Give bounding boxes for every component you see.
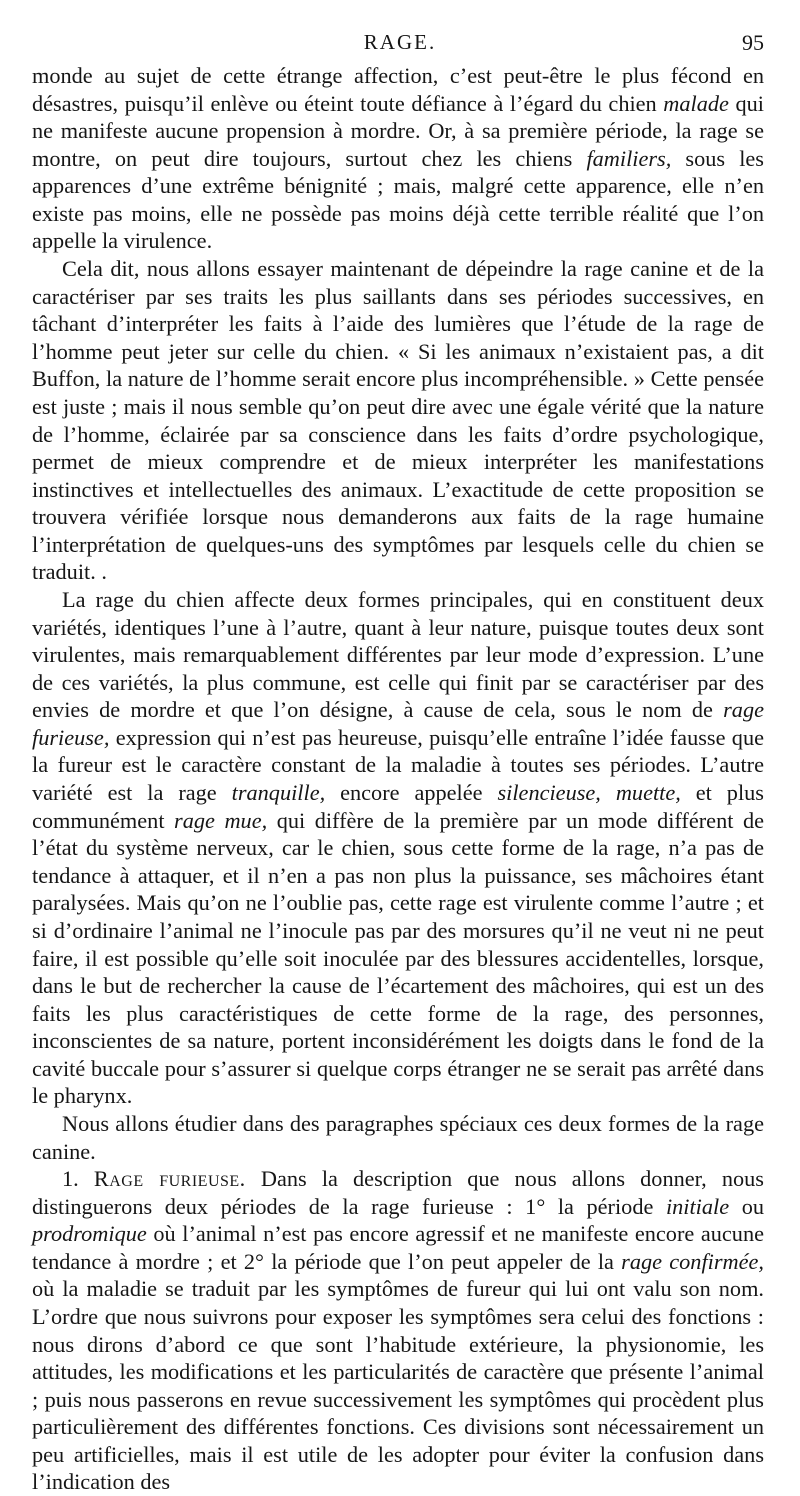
page-number: 95 bbox=[742, 30, 764, 55]
italic-text-run: rage mue, bbox=[174, 807, 268, 833]
text-run: où l’animal n’est pas encore agressif et ne manifeste encore aucune tendance à mordre ; et 2° la période que l’on peut appeler de la bbox=[32, 1221, 764, 1274]
italic-text-run: familiers, bbox=[586, 145, 672, 171]
italic-text-run: tranquille, bbox=[231, 780, 326, 806]
paragraph bbox=[32, 62, 764, 255]
text-run: qui diffère de la première par un mode différent de l’état du système nerveux, car le chien, sous cette forme de la rage, n’a pas de tendance à attaquer, et il n’en a pas non plus la puissance, ses mâchoires étant paralysées. Mais qu’on ne l’oublie pas, cette rage est virulente comme l’autre ; et si d’ordinaire l’animal ne l’inocule pas par des morsures qu’il ne veut ni ne peut faire, il est possible qu’elle soit inoculée par des blessures accidentelles, lorsque, dans le but de rechercher la cause de l’écartement des mâchoires, qui est un des faits les plus caractéristiques de cette forme de la rage, des personnes, inconscientes de sa nature, portent inconsidérément les doigts dans le fond de la cavité buccale pour s’assurer si quelque corps étranger ne se serait pas arrêté dans le pharynx. bbox=[32, 807, 764, 1109]
italic-text-run: initiale bbox=[665, 1193, 730, 1219]
text-run: Dans la description que nous allons donner, nous distinguerons deux périodes de la rage furieuse : 1° la période bbox=[32, 1166, 764, 1219]
italic-text-run: rage confirmée, bbox=[621, 1248, 764, 1274]
page-header bbox=[0, 30, 800, 58]
italic-text-run: prodromique bbox=[32, 1221, 147, 1247]
text-run: sous les apparences d’une extrême bénignité ; mais, malgré cette apparence, elle n’en existe pas moins, elle ne possède pas moins déjà cette terrible réalité que l’on appelle la virulence. bbox=[32, 145, 764, 254]
paragraph bbox=[32, 586, 764, 1110]
text-run: monde au sujet de cette étrange affection, c’est peut-être le plus fécond en désastres, puisqu’il enlève ou éteint toute défiance à l’égard du chien bbox=[32, 63, 764, 116]
text-run: La rage du chien affecte deux formes principales, qui en constituent deux variétés, identiques l’une à l’autre, quant à leur nature, puisque toutes deux sont virulentes, mais remarquablement différentes par leur mode d’expression. L’une de ces variétés, la plus commune, est celle qui finit par se caractériser par des envies de mordre et que l’on désigne, à cause de cela, sous le nom de bbox=[32, 586, 764, 723]
italic-text-run: malade bbox=[663, 90, 729, 116]
section-heading-paragraph bbox=[32, 1165, 764, 1496]
paragraph bbox=[32, 255, 764, 586]
text-run: et plus communément bbox=[32, 780, 764, 833]
section-number: 1. bbox=[62, 1166, 94, 1192]
running-head: RAGE. bbox=[363, 30, 437, 54]
text-run: encore appelée bbox=[325, 780, 498, 806]
paragraph bbox=[32, 1110, 764, 1165]
text-run: Cela dit, nous allons essayer maintenant de dépeindre la rage canine et de la caractériser par ses traits les plus saillants dans ses périodes successives, en tâchant d’interpréter les faits à l’aide des lumières que l’étude de la rage de l’homme peut jeter sur celle du chien. « Si les animaux n’existaient pas, a dit Buffon, la nature de l’homme serait encore plus incompréhensible. » Cette pensée est juste ; mais il nous semble qu’on peut dire avec une égale vérité que la nature de l’homme, éclairée par sa conscience dans les faits d’ordre psychologique, permet de mieux comprendre et de mieux interpréter les manifestations instinctives et intellectuelles des animaux. L’exactitude de cette proposition se trouvera vérifiée lorsque nous demanderons aux faits de la rage humaine l’interprétation de quelques-uns des symptômes par lesquels celle du chien se traduit. . bbox=[32, 256, 764, 585]
italic-text-run: rage furieuse, bbox=[32, 697, 764, 750]
text-run: qui ne manifeste aucune propension à mordre. Or, à sa première période, la rage se montre, on peut dire toujours, surtout chez les chiens bbox=[32, 90, 764, 171]
text-run: Nous allons étudier dans des paragraphes spéciaux ces deux formes de la rage canine. bbox=[32, 1110, 764, 1164]
text-run: expression qui n’est pas heureuse, puisqu’elle entraîne l’idée fausse que la fureur est le caractère constant de la maladie à toutes ses périodes. L’autre variété est la rage bbox=[32, 724, 764, 806]
text-run: où la maladie se traduit par les symptômes de fureur qui lui ont valu son nom. L’ordre que nous suivrons pour exposer les symptômes sera celui des fonctions : nous dirons d’abord ce que sont l’habitude extérieure, la physionomie, les attitudes, les modifications et les particularités de caractère que présente l’animal ; puis nous passerons en revue successivement les symptômes qui procèdent plus particulièrement des différentes fonctions. Ces divisions sont nécessairement un peu artificielles, mais il est utile de les adopter pour éviter la confusion dans l’indication des bbox=[32, 1276, 764, 1495]
body-text bbox=[32, 62, 764, 1496]
section-heading: Rage furieuse. bbox=[93, 1166, 246, 1192]
italic-text-run: silencieuse, muette, bbox=[497, 780, 681, 806]
text-run: ou bbox=[729, 1193, 765, 1219]
